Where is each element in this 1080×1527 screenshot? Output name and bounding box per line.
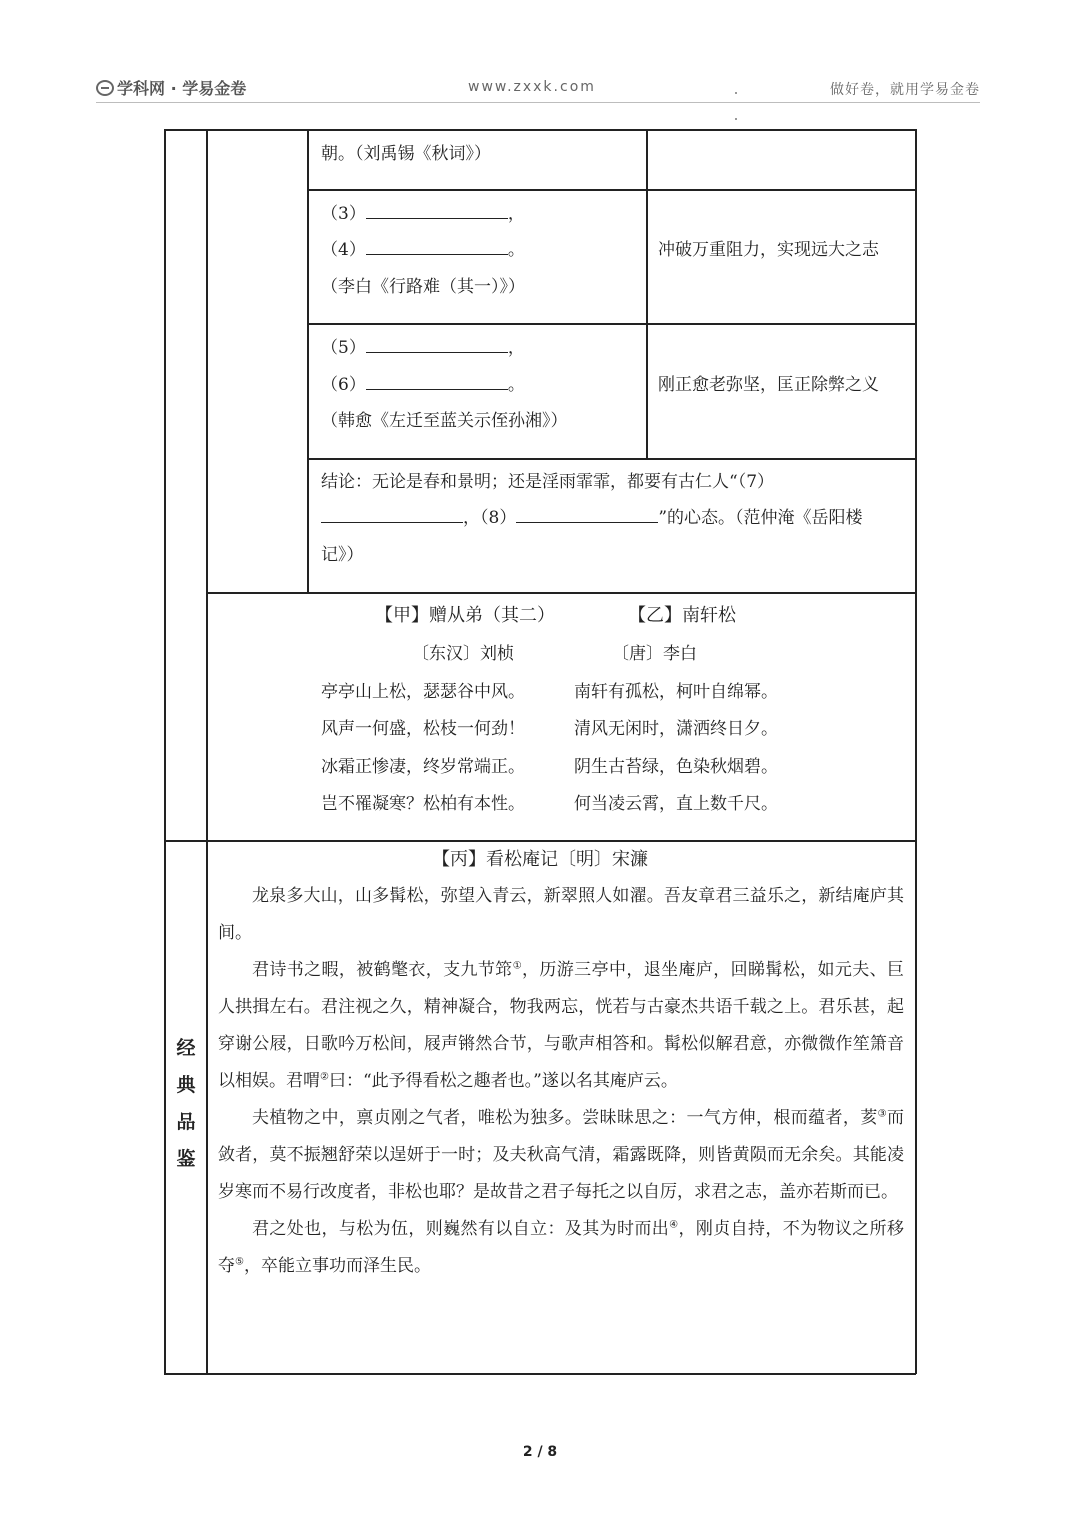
blank-5-line [321, 338, 525, 358]
poem-yi-line: 何当凌云霄，直上数千尺。 [574, 794, 778, 814]
essay-body [218, 878, 904, 1285]
table-border-top [164, 129, 916, 131]
poem-jia-line: 亭亭山上松，瑟瑟谷中风。 [321, 682, 525, 702]
section-label [172, 1030, 200, 1178]
text-run: ，刚贞自持，不为物议之所移夺 [218, 1219, 905, 1276]
blank-8-label: ，（8） [463, 508, 517, 528]
poem-jia-title: 【甲】赠从弟（其二） [375, 605, 555, 626]
poem-jia-author: 〔东汉〕刘桢 [412, 644, 514, 664]
text-run: 而敛者，莫不振翘舒荣以逞妍于一时；及夫秋高气清，霜露既降，则皆黄陨而无余矣。其能凌岁寒而不易行改度者，非松也耶？是故昔之君子每托之以自厉，求君之志，盖亦若斯而已。 [218, 1108, 905, 1202]
conclusion-line3: 记》） [321, 545, 364, 565]
text-run: 君诗书之暇，被鹤氅衣，支九节筇 [252, 960, 513, 980]
table-rule [307, 189, 916, 191]
essay-paragraph: 龙泉多大山，山多髯松，弥望入青云，新翠照人如濯。吾友章君三益乐之，新结庵庐其间。 [218, 886, 904, 943]
footnote-marker: ② [320, 1071, 329, 1083]
punct: 。 [507, 240, 525, 260]
blank-5-label: （5） [321, 338, 366, 358]
poem-yi-author: 〔唐〕李白 [612, 644, 697, 664]
table-rule [164, 840, 916, 842]
footnote-marker: ① [512, 960, 523, 972]
text-run: ，历游三亭中，退坐庵庐，回睇髯松，如元夫、巨人拱揖左右。君注视之久，精神凝合，物我两忘，恍若与古豪杰共语千载之上。君乐甚，起穿谢公屐，日歌吟万松间，屐声锵然合节，与歌声相答和。髯松似解君意，亦微微作笙箫音以相娱。君喟 [218, 960, 905, 1091]
table-border-bottom [164, 1373, 916, 1375]
blank-3-line [321, 204, 525, 224]
row-b-source: （李白《行路难（其一）》） [321, 277, 525, 297]
poem-jia-line: 风声一何盛，松枝一何劲！ [321, 719, 525, 739]
section-label-char: 鉴 [176, 1148, 196, 1170]
header-dot [735, 92, 737, 94]
row-c-note: 刚正愈老弥坚，匡正除弊之义 [658, 375, 879, 395]
text-run: 君之处也，与松为伍，则巍然有以自立：及其为时而出 [252, 1219, 670, 1239]
conclusion-line1: 结论：无论是春和景明；还是淫雨霏霏，都要有古仁人“（7） [321, 472, 775, 492]
essay-paragraph [218, 1100, 904, 1211]
text-run: 曰：“此予得看松之趣者也。”遂以名其庵庐云。 [328, 1071, 678, 1091]
site-url: www.zxxk.com [468, 79, 596, 95]
essay-title: 【丙】看松庵记〔明〕宋濂 [432, 849, 648, 870]
table-border-right [915, 129, 917, 1374]
poem-yi-title: 【乙】南轩松 [628, 605, 736, 626]
blank-7[interactable] [321, 508, 463, 523]
table-rule [307, 458, 916, 460]
text-run: 夫植物之中，禀贞刚之气者，唯松为独多。尝昧昧思之：一气方伸，根而蕴者，荄 [252, 1108, 878, 1128]
essay-paragraph [218, 952, 904, 1100]
table-column-line [307, 129, 309, 593]
punct: ， [507, 338, 525, 358]
table-rule [307, 323, 916, 325]
punct: 。 [507, 375, 525, 395]
row-c-source: （韩愈《左迁至蓝关示侄孙湘》） [321, 411, 568, 431]
blank-3[interactable] [366, 204, 508, 219]
table-border-left [164, 129, 166, 1374]
section-label-char: 典 [176, 1074, 196, 1096]
page-header [96, 76, 980, 103]
row-a-text: 朝。（刘禹锡《秋词》） [321, 144, 491, 164]
page-number: 2 / 8 [522, 1444, 558, 1460]
footnote-marker: ③ [877, 1108, 888, 1120]
blank-3-label: （3） [321, 204, 366, 224]
essay-paragraph [218, 1211, 904, 1285]
poem-yi-line: 阴生古苔绿，色染秋烟碧。 [574, 757, 778, 777]
blank-6-line [321, 375, 525, 395]
blank-5[interactable] [366, 338, 508, 353]
poem-yi-line: 清风无闲时，潇洒终日夕。 [574, 719, 778, 739]
table-rule [206, 592, 916, 594]
logo-text: 学科网 · 学易金卷 [117, 79, 247, 98]
logo-icon [96, 80, 114, 96]
blank-4-line [321, 240, 525, 260]
table-column-line [646, 129, 648, 459]
blank-6-label: （6） [321, 375, 366, 395]
conclusion-tail: ”的心态。（范仲淹《岳阳楼 [658, 508, 863, 528]
poem-jia-line: 冰霜正惨凄，终岁常端正。 [321, 757, 525, 777]
header-dot [735, 118, 737, 120]
blank-8[interactable] [516, 508, 658, 523]
table-column-line [206, 129, 208, 1374]
footnote-marker: ⑤ [235, 1256, 244, 1268]
section-label-char: 经 [176, 1037, 196, 1059]
footnote-marker: ④ [669, 1219, 679, 1231]
blank-4-label: （4） [321, 240, 366, 260]
section-label-char: 品 [176, 1111, 196, 1133]
text-run: ，卒能立事功而泽生民。 [243, 1256, 431, 1276]
site-logo [96, 76, 246, 99]
blank-6[interactable] [366, 375, 508, 390]
poem-yi-line: 南轩有孤松，柯叶自绵幂。 [574, 682, 778, 702]
row-b-note: 冲破万重阻力，实现远大之志 [658, 240, 879, 260]
header-slogan: 做好卷，就用学易金卷 [830, 82, 980, 98]
conclusion-line2 [321, 508, 863, 528]
blank-4[interactable] [366, 240, 508, 255]
poem-jia-line: 岂不罹凝寒？松柏有本性。 [321, 794, 525, 814]
punct: ， [507, 204, 525, 224]
